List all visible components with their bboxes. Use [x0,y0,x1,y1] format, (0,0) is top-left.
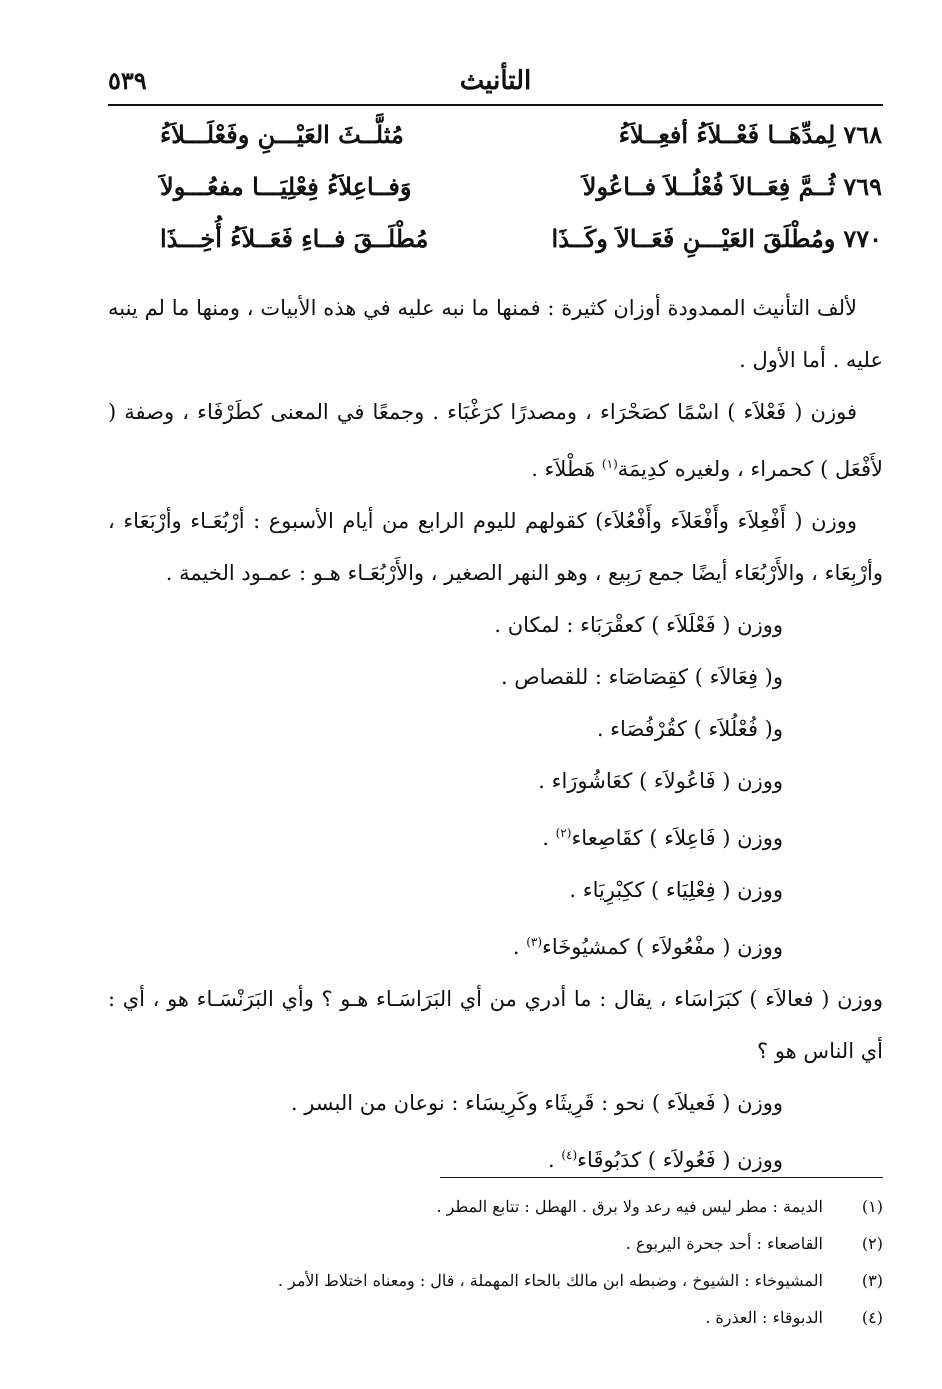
page-header [108,66,883,104]
paragraph-falaa [108,386,883,495]
pattern-line: و( فِعَالاَء ) كقِصَاصَاء : للقصاص . [500,665,783,689]
pattern-tail: . [512,935,527,959]
footnote-item [108,1299,883,1336]
verses-block [160,120,882,276]
footnote-number: (٢) [861,1234,883,1253]
pattern-line: ووزن ( فَعيلاَء ) نحو : قَرِيثَاء وكَرِيسَاء : نوعان من البسر . [290,1091,783,1115]
footnote-text: الدبوقاء : العذرة . [705,1308,823,1327]
footnote-ref[interactable]: (٤) [561,1148,578,1162]
verse-first-hemistich [619,120,882,149]
footnote-item [108,1188,883,1225]
chapter-title: التأنيث [459,66,532,96]
footnotes [108,1188,883,1336]
verse-first-hemistich [552,224,882,253]
footnote-ref[interactable]: (٣) [526,935,543,949]
pattern-tail: . [542,826,556,850]
paragraph-text: هَطْلاَء . [531,457,602,481]
verse-first-hemistich [583,172,882,201]
paragraph-text: فوزن ( فَعْلاَء ) اسْمًا كصَحْرَاء ، ومصدرًا كرَغْبَاء . وجمعًا في المعنى كطَرْفَاء ، وصفة ( لأَفْعَل ) كحمراء ، ولغيره كدِيمَة [108,400,883,481]
pattern-line: ووزن ( فَعْلَلاَء ) كعقْرَبَاء : لمكان . [494,613,783,637]
verse-second-hemistich: وَفــاعِلاَءُ فِعْلِيَـــا مفعُـــولاَ [160,172,412,201]
footnote-number: (٤) [861,1308,883,1327]
verse-number: ٧٦٩ [843,172,882,201]
pattern-line: ووزن ( فِعْلِيَاء ) ككِبْرِيَاء . [569,878,783,902]
footnote-number: (٣) [861,1271,883,1290]
footnote-ref[interactable]: (١) [601,457,618,471]
paragraph-baraasaa: ووزن ( فعالاَء ) كبَرَاسَاء ، يقال : ما أدري من أي البَرَاسَـاء هـو ؟ وأي البَرَنْسَـاء هو ، أي : أي الناس هو ؟ [108,987,883,1063]
verse-770 [160,224,882,276]
pattern-line [108,916,883,973]
verse-first-text: لِمدِّهَــا فَعْــلاَءُ أفعِــلاَءُ [618,120,836,149]
pattern-line: و( فُعْلُلاَء ) كقُرْفُصَاء . [596,717,783,741]
verse-second-hemistich: مُطْلَــقَ فــاءِ فَعَــلاَءُ أُخِـــذَا [160,224,429,253]
verse-second-hemistich: مُثلَّــثَ العَيْـــنِ وفَعْلَـــلاَءُ [160,120,404,149]
page-number: ٥٣٩ [108,66,147,95]
pattern-tail: . [547,1148,562,1172]
commentary-body [108,282,883,1186]
pattern-text: ووزن ( فَاعِلاَء ) كقَاصِعاء [571,826,783,850]
verse-768 [160,120,882,172]
footnote-text: القاصعاء : أحد جحرة اليربوع . [625,1234,823,1253]
verse-769 [160,172,882,224]
paragraph-intro: لألف التأنيث الممدودة أوزان كثيرة : فمنها ما نبه عليه في هذه الأبيات ، ومنها ما لم ينبه عليه . أما الأول . [108,296,883,372]
footnote-text: المشيوخاء : الشيوخ ، وضبطه ابن مالك بالحاء المهملة ، قال : ومعناه اختلاط الأمر . [277,1271,823,1290]
verse-number: ٧٦٨ [843,120,882,149]
pattern-line: ووزن ( فَاعُولاَء ) كعَاشُورَاء . [538,769,783,793]
pattern-text: ووزن ( مفْعُولاَء ) كمشيُوخَاء [542,935,783,959]
pattern-line [108,807,883,864]
verse-number: ٧٧٠ [843,224,882,253]
footnote-item [108,1225,883,1262]
paragraph-afilaa: ووزن ( أَفْعِلاَء وأَفْعَلاَء وأَفْعُلاَء) كقولهم لليوم الرابع من أيام الأسبوع : أرْبُعَـاء وأرْبَعَاء ، وأرْبِعَاء ، والأَرْبُعَاء أيضًا جمع رَبِيع ، وهو النهر الصغير ، والأَرْبُعَـاء هـو : عمـود الخيمة . [108,509,883,585]
footnote-number: (١) [861,1197,883,1216]
footnote-text: الديمة : مطر ليس فيه رعد ولا برق . الهطل : تتابع المطر . [436,1197,823,1216]
footnote-ref[interactable]: (٢) [555,826,572,840]
header-divider [108,104,883,106]
footnote-item [108,1262,883,1299]
verse-first-text: ومُطْلَقَ العَيْـــنِ فَعَــالاَ وكَــذَا [551,224,836,253]
pattern-text: ووزن ( فَعُولاَء ) كدَبُوقَاء [577,1148,783,1172]
footnote-divider [440,1177,883,1178]
verse-first-text: ثُــمَّ فِعَــالاَ فُعْلُــلاَ فــاعُولاَ [582,172,836,201]
